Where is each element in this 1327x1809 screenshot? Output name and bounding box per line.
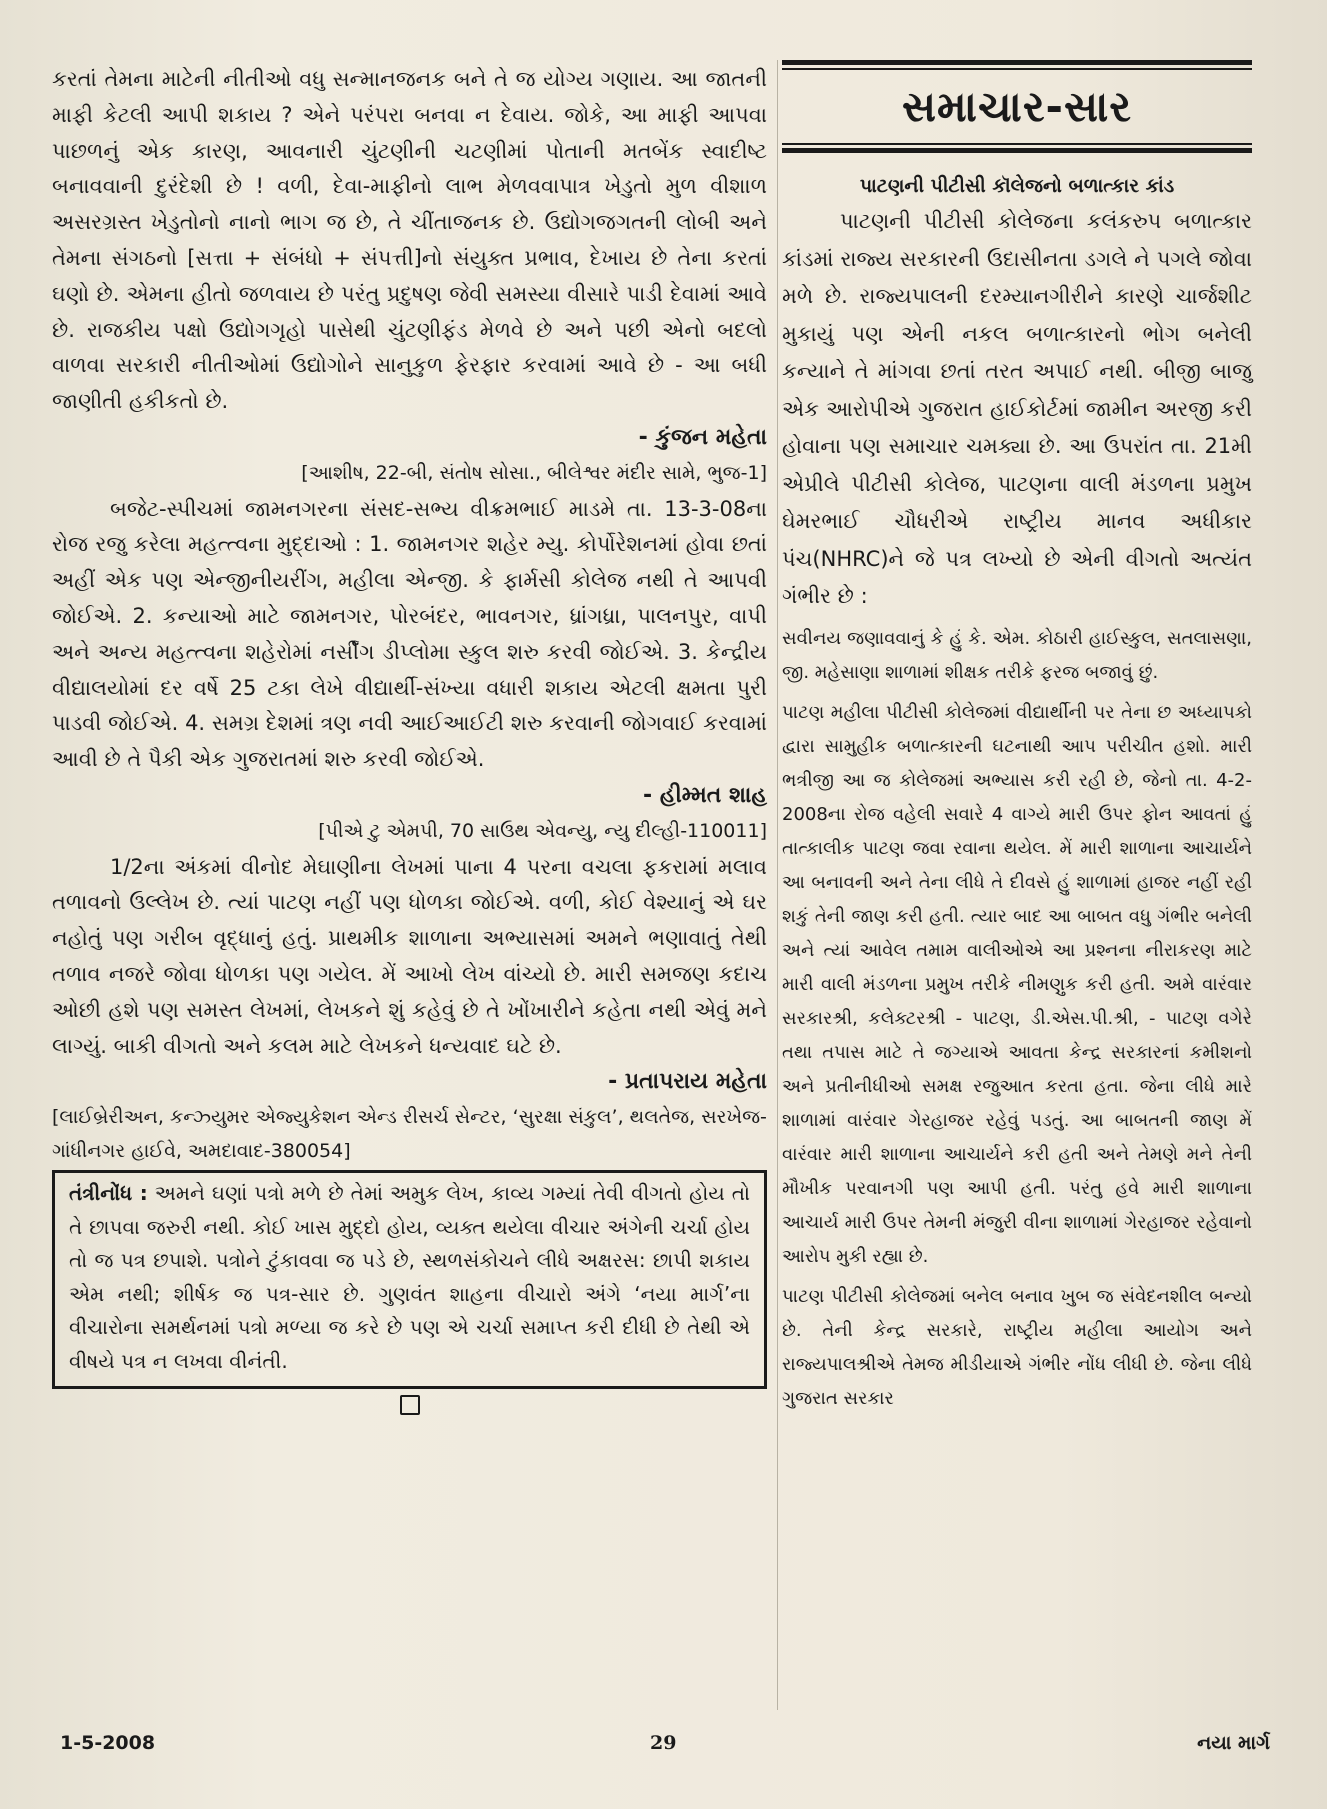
section-title: સમાચાર-સાર xyxy=(901,82,1133,131)
end-square-icon xyxy=(400,1395,420,1415)
issue-date: 1-5-2008 xyxy=(60,1732,156,1754)
magazine-name: નયા માર્ગ xyxy=(1197,1732,1270,1754)
editor-note-box xyxy=(52,1170,767,1389)
page-footer xyxy=(60,1732,1270,1762)
editor-note-label: તંત્રીનોંધ : xyxy=(69,1181,148,1206)
article-headline: પાટણની પીટીસી કૉલેજનો બળાત્કાર કાંડ xyxy=(859,175,1175,197)
letter-3-signature: - પ્રતાપરાય મહેતા xyxy=(608,1069,767,1095)
letter-3-body: 1/2ના અંકમાં વીનોદ મેઘાણીના લેખમાં પાના 4 પરના વચલા ફકરામાં મલાવ તળાવનો ઉલ્લેખ છે. ત્યાં પાટણ નહીં પણ ધોળકા જોઈએ. વળી, કોઈ વેશ્યાનું એ ઘર નહોતું પણ ગરીબ વૃદ્ધાનું હતું. પ્રાથમીક શાળાના અભ્યાસમાં અમને ભણાવાતું તેથી તળાવ નજરે જોવા ધોળકા પણ ગયેલ. મેં આખો લેખ વાંચ્યો છે. મારી સમજણ કદાચ ઓછી હશે પણ સમસ્ત લેખમાં, લેખકને શું કહેવું છે તે ખોંખારીને કહેતા નથી એવું મને લાગ્યું. બાકી વીગતો અને કલમ માટે લેખકને ધન્યવાદ ઘટે છે. xyxy=(52,854,767,1058)
letter-quote-1: સવીનય જણાવવાનું કે હું કે. એમ. કોઠારી હાઈસ્કુલ, સતલાસણા, જી. મહેસાણા શાળામાં શીક્ષક તરીકે ફરજ બજાવું છું. xyxy=(782,627,1252,683)
letter-2-signature: - હીમ્મત શાહ xyxy=(643,782,767,808)
letter-1-body: કરતાં તેમના માટેની નીતીઓ વધુ સન્માનજનક બને તે જ યોગ્ય ગણાય. આ જાતની માફી કેટલી આપી શકાય ? એને પરંપરા બનવા ન દેવાય. જોકે, આ માફી આપવા પાછળનું એક કારણ, આવનારી ચુંટણીની ચટણીમાં પોતાની મતબેંક સ્વાદીષ્ટ બનાવવાની દુરંદેશી છે ! વળી, દેવા-માફીનો લાભ મેળવવાપાત્ર ખેડુતો મુળ વીશાળ અસરગ્રસ્ત ખેડુતોનો નાનો ભાગ જ છે, તે ચીંતાજનક છે. ઉદ્યોગજગતની લોબી અને તેમના સંગઠનો [સત્તા + સંબંધો + સંપત્તી]નો સંયુક્ત પ્રભાવ, દેખાય છે તેના કરતાં ઘણો છે. એમના હીતો જળવાય છે પરંતુ પ્રદુષણ જેવી સમસ્યા વીસારે પાડી દેવામાં આવે છે. રાજકીય પક્ષો ઉદ્યોગગૃહો પાસેથી ચુંટણીફંડ મેળવે છે અને પછી એનો બદલો વાળવા સરકારી નીતીઓમાં ઉદ્યોગોને સાનુકુળ ફેરફાર કરવામાં આવે છે - આ બધી જાણીતી હકીકતો છે. xyxy=(52,67,767,414)
letters-column xyxy=(52,62,767,1712)
column-divider xyxy=(777,60,778,1710)
letter-1-address: [આશીષ, 22-બી, સંતોષ સોસા., બીલેશ્વર મંદીર સામે, ભુજ-1] xyxy=(301,461,767,484)
masthead-bottom-thin-rule xyxy=(782,143,1252,145)
letter-1-signature: - કુંજન મહેતા xyxy=(638,424,767,450)
news-summary-column xyxy=(782,60,1252,1720)
masthead-bottom-rule xyxy=(782,148,1252,153)
letter-2-body: બજેટ-સ્પીચમાં જામનગરના સંસદ-સભ્ય વીક્રમભાઈ માડમે તા. 13-3-08ના રોજ રજુ કરેલા મહત્ત્વના મુદ્દાઓ : 1. જામનગર શહેર મ્યુ. કોર્પોરેશનમાં હોવા છતાં અહીં એક પણ એન્જીનીયરીંગ, મહીલા એન્જી. કે ફાર્મસી કોલેજ નથી તે આપવી જોઈએ. 2. કન્યાઓ માટે જામનગર, પોરબંદર, ભાવનગર, ધ્રાંગધ્રા, પાલનપુર, વાપી અને અન્ય મહત્ત્વના શહેરોમાં નર્સીંગ ડીપ્લોમા સ્કુલ શરુ કરવી જોઈએ. 3. કેન્દ્રીય વીદ્યાલયોમાં દર વર્ષે 25 ટકા લેખે વીદ્યાર્થી-સંખ્યા વધારી શકાય એટલી ક્ષમતા પુરી પાડવી જોઈએ. 4. સમગ્ર દેશમાં ત્રણ નવી આઈઆઈટી શરુ કરવાની જોગવાઈ કરવામાં આવી છે તે પૈકી એક ગુજરાતમાં શરુ કરવી જોઈએ. xyxy=(52,496,767,772)
letter-2-address: [પીએ ટુ એમપી, 70 સાઉથ એવન્યુ, ન્યુ દીલ્હી-110011] xyxy=(318,819,767,842)
page-number: 29 xyxy=(650,1732,677,1754)
article-intro: પાટણની પીટીસી કોલેજના કલંકરુપ બળાત્કાર કાંડમાં રાજ્ય સરકારની ઉદાસીનતા ડગલે ને પગલે જોવા મળે છે. રાજ્યપાલની દરમ્યાનગીરીને કારણે ચાર્જશીટ મુકાયું પણ એની નકલ બળાત્કારનો ભોગ બનેલી કન્યાને તે માંગવા છતાં તરત અપાઈ નથી. બીજી બાજુ એક આરોપીએ ગુજરાત હાઈકોર્ટમાં જામીન અરજી કરી હોવાના પણ સમાચાર ચમક્યા છે. આ ઉપરાંત તા. 21મી એપ્રીલે પીટીસી કોલેજ, પાટણના વાલી મંડળના પ્રમુખ ઘેમરભાઈ ચૌધરીએ રાષ્ટ્રીય માનવ અધીકાર પંચ(NHRC)ને જે પત્ર લખ્યો છે એની વીગતો અત્યંત ગંભીર છે : xyxy=(782,209,1252,608)
letter-3-address: [લાઈબ્રેરીઅન, કન્ઝ્યુમર એજ્યુકેશન એન્ડ રીસર્ચ સેન્ટર, ‘સુરક્ષા સંકુલ’, થલતેજ, સરખેજ-ગાંધીનગર હાઈવે, અમદાવાદ-380054] xyxy=(52,1106,767,1163)
editor-note-text: અમને ઘણાં પત્રો મળે છે તેમાં અમુક લેખ, કાવ્ય ગમ્યાં તેવી વીગતો હોય તો તે છાપવા જરુરી નથી. કોઈ ખાસ મુદ્દો હોય, વ્યક્ત થયેલા વીચાર અંગેની ચર્ચા હોય તો જ પત્ર છપાશે. પત્રોને ટુંકાવવા જ પડે છે, સ્થળસંકોચને લીધે અક્ષરસ: છાપી શકાય એમ નથી; શીર્ષક જ પત્ર-સાર છે. ગુણવંત શાહના વીચારો અંગે ‘નયા માર્ગ’ના વીચારોના સમર્થનમાં પત્રો મળ્યા જ કરે છે પણ એ ચર્ચા સમાપ્ત કરી દીધી છે તેથી એ વીષયે પત્ર ન લખવા વીનંતી. xyxy=(69,1181,750,1373)
letter-quote-3: પાટણ પીટીસી કોલેજમાં બનેલ બનાવ ખુબ જ સંવેદનશીલ બન્યો છે. તેની કેન્દ્ર સરકારે, રાષ્ટ્રીય મહીલા આયોગ અને રાજ્યપાલશ્રીએ તેમજ મીડીયાએ ગંભીર નોંધ લીધી છે. જેના લીધે ગુજરાત સરકાર xyxy=(782,1285,1252,1409)
letter-quote-2: પાટણ મહીલા પીટીસી કોલેજમાં વીદ્યાર્થીની પર તેના છ અધ્યાપકો દ્વારા સામુહીક બળાત્કારની ઘટનાથી આપ પરીચીત હશો. મારી ભત્રીજી આ જ કોલેજમાં અભ્યાસ કરી રહી છે, જેનો તા. 4-2-2008ના રોજ વહેલી સવારે 4 વાગ્યે મારી ઉપર ફોન આવતાં હું તાત્કાલીક પાટણ જવા રવાના થયેલ. મેં મારી શાળાના આચાર્યને આ બનાવની અને તેના લીધે તે દીવસે હું શાળામાં હાજર નહીં રહી શકું તેની જાણ કરી હતી. ત્યાર બાદ આ બાબત વધુ ગંભીર બનેલી અને ત્યાં આવેલ તમામ વાલીઓએ આ પ્રશ્નના નીરાકરણ માટે મારી વાલી મંડળના પ્રમુખ તરીકે નીમણુક કરી હતી. અમે વારંવાર સરકારશ્રી, કલેક્ટરશ્રી - પાટણ, ડી.એસ.પી.શ્રી, - પાટણ વગેરે તથા તપાસ માટે તે જગ્યાએ આવતા કેન્દ્ર સરકારનાં કમીશનો અને પ્રતીનીધીઓ સમક્ષ રજુઆત કરતા હતા. જેના લીધે મારે શાળામાં વારંવાર ગેરહાજર રહેવું પડતું. આ બાબતની જાણ મેં વારંવાર મારી શાળાના આચાર્યને કરી હતી અને તેમણે મને તેની મૌખીક પરવાનગી પણ આપી હતી. પરંતુ હવે મારી શાળાના આચાર્ય મારી ઉપર તેમની મંજુરી વીના શાળામાં ગેરહાજર રહેવાનો આરોપ મુકી રહ્યા છે. xyxy=(782,701,1252,1267)
masthead-top-rule xyxy=(782,60,1252,65)
